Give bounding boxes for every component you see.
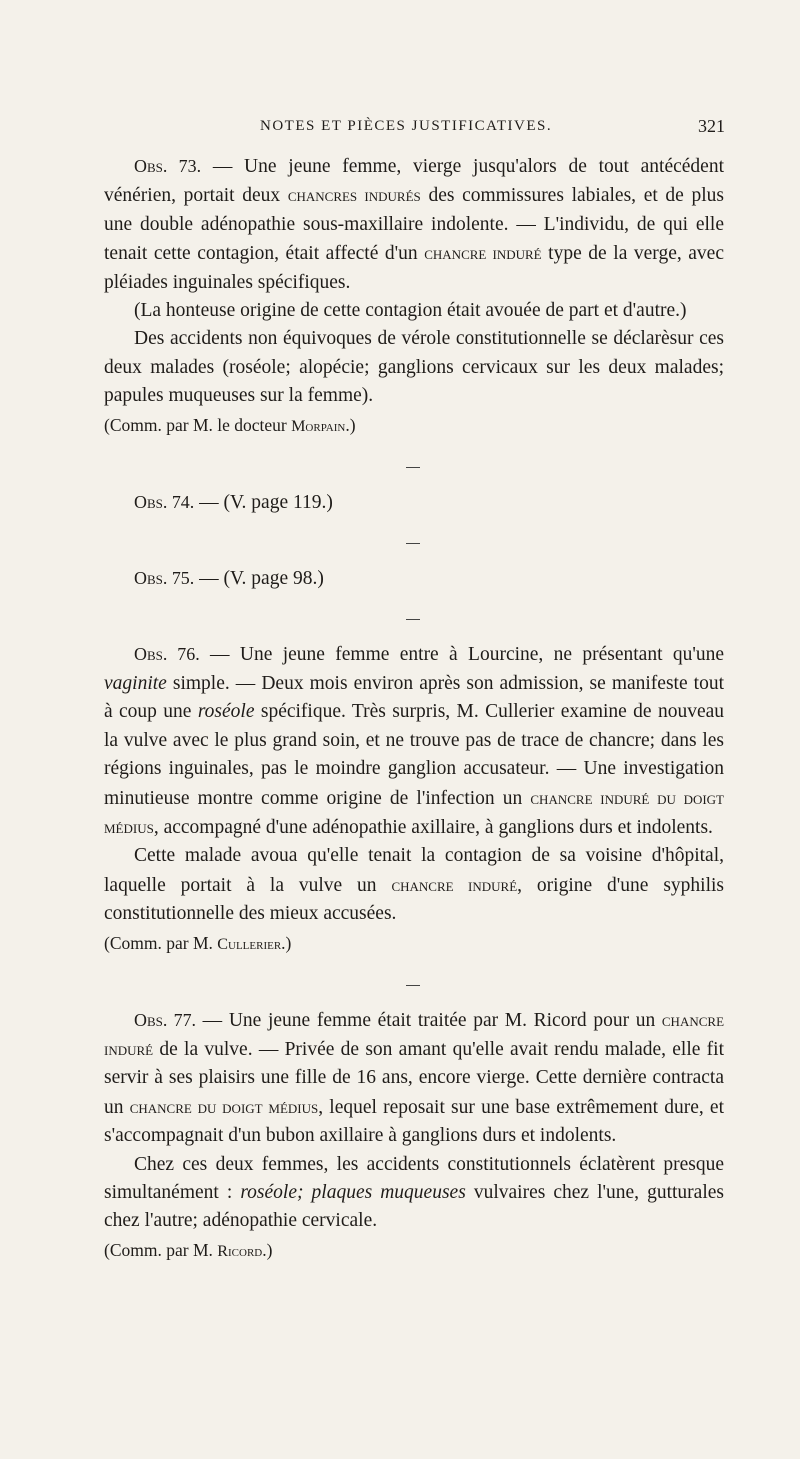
section-separator — [406, 543, 420, 544]
obs-73-paragraph-2: (La honteuse origine de cette contagion était avouée de part et d'autre.) — [134, 300, 687, 322]
obs-76-attribution — [104, 929, 724, 959]
obs-74-text: — (V. page 119.) — [194, 491, 333, 513]
obs-76-paragraph-2 — [104, 842, 724, 928]
obs-75-paragraph — [104, 564, 724, 593]
obs-76-text: , accompagné d'une adénopathie axillaire, à ganglions durs et indolents. — [153, 816, 713, 838]
obs-76-text: simple. — Deux mois environ après son admission, se manifeste tout à coup une — [104, 672, 724, 723]
obs-73-term: chancre induré — [424, 243, 542, 264]
obs-77-paragraph-1 — [104, 1006, 724, 1151]
obs-75-text: — (V. page 98.) — [194, 568, 324, 590]
obs-77-text: vulvaires chez l'une, gutturales chez l'autre; adénopathie cervicale. — [104, 1181, 724, 1232]
obs-74-number: Obs. 74. — [134, 491, 195, 512]
running-title: NOTES ET PIÈCES JUSTIFICATIVES. — [260, 118, 553, 134]
obs-77-paragraph-2 — [104, 1151, 724, 1236]
obs-73-number: Obs. 73. — [134, 156, 202, 176]
obs-76-term: chancre induré du doigt médius — [104, 787, 725, 837]
obs-77-text: de la vulve. — Privée de son amant qu'elle avait rendu malade, elle fit servir à ses plaisirs une fille de 16 ans, encore vierge. Cette dernière contracta un — [104, 1038, 724, 1118]
attribution-author: Morpain — [291, 417, 346, 435]
body-text — [104, 152, 724, 1266]
obs-73-text: — Une jeune femme, vierge jusqu'alors de tout antécédent vénérien, portait deux — [104, 156, 725, 207]
obs-76-italic-term: roséole — [197, 701, 255, 723]
obs-77-number: Obs. 77. — [134, 1009, 197, 1030]
obs-76-number: Obs. 76. — [134, 644, 200, 665]
section-separator — [406, 467, 420, 468]
obs-77-attribution — [104, 1236, 724, 1266]
obs-76-text: , origine d'une syphilis constitutionnelle des mieux accusées. — [104, 874, 724, 925]
page-number: 321 — [698, 116, 725, 136]
obs-73-text: type de la verge, avec pléiades inguinales spécifiques. — [104, 243, 724, 293]
obs-77-text: Chez ces deux femmes, les accidents constitutionnels éclatèrent presque simultanément : — [104, 1153, 724, 1203]
obs-76-text: Cette malade avoua qu'elle tenait la contagion de sa voisine d'hôpital, laquelle portait à la vulve un — [104, 845, 724, 896]
obs-73-term: chancres indurés — [287, 185, 421, 206]
attribution-text: .) — [345, 414, 356, 435]
attribution-author: Ricord — [217, 1242, 263, 1260]
obs-73-text: des commissures labiales, et de plus une double adénopathie sous-maxillaire indolente. — L'individu, de qui elle tenait cette contagion, était affecté d'un — [104, 185, 725, 265]
obs-77-term: chancre du doigt médius — [129, 1096, 319, 1117]
obs-76-text: spécifique. Très surpris, M. Cullerier examine de nouveau la vulve avec le plus grand soin, et ne trouve pas de trace de chancre; dans les régions inguinales, pas le moindre ganglion accusateur. — Une investigation minutieuse montre comme origine de l'infection un — [104, 701, 724, 809]
obs-77-italic-term: roséole; plaques muqueuses — [240, 1181, 466, 1203]
obs-76-paragraph-1 — [104, 640, 724, 842]
obs-76-term: chancre induré — [391, 874, 518, 895]
obs-77-text: , lequel reposait sur une base extrêmement dure, et s'accompagnait d'un bubon axillaire à ganglions durs et indolents. — [104, 1096, 725, 1147]
obs-77-text: — Une jeune femme était traitée par M. Ricord pour un — [196, 1009, 662, 1031]
section-separator — [406, 619, 420, 620]
obs-76-text: — Une jeune femme entre à Lourcine, ne présentant qu'une — [199, 644, 725, 666]
attribution-text: .) — [262, 1239, 273, 1260]
attribution-author: Cullerier — [217, 935, 282, 953]
obs-73-paragraph-3: Des accidents non équivoques de vérole constitutionnelle se déclarèsur ces deux malades (roséole; alopécie; ganglions cervicaux sur les deux malades; papules muqueuses sur la femme). — [104, 328, 724, 407]
obs-74-paragraph — [104, 488, 724, 517]
obs-73-attribution — [104, 411, 724, 441]
attribution-text: (Comm. par M. — [104, 1239, 218, 1260]
obs-73-paragraph-1 — [104, 152, 724, 297]
obs-77-term: chancre induré — [104, 1009, 725, 1059]
obs-76-italic-term: vaginite — [104, 672, 167, 694]
section-separator — [406, 985, 420, 986]
attribution-text: (Comm. par M. — [104, 932, 218, 953]
attribution-text: .) — [281, 932, 292, 953]
obs-75-number: Obs. 75. — [134, 568, 195, 589]
attribution-text: (Comm. par M. le docteur — [104, 414, 292, 435]
